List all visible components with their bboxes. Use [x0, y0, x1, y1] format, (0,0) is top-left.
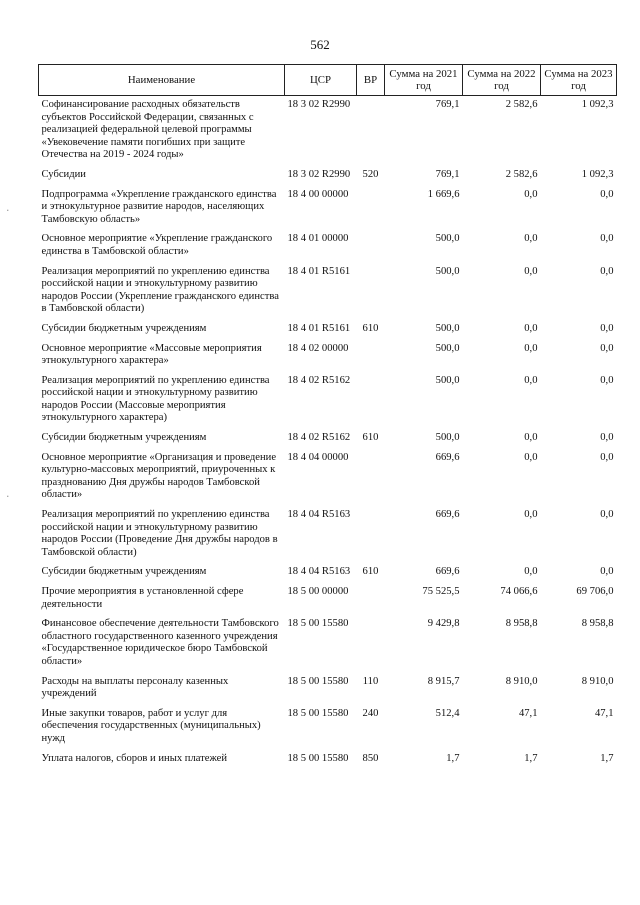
- cell-csr: 18 4 02 R5162: [287, 432, 351, 444]
- cell-sum-2021: 75 525,5: [422, 586, 460, 597]
- cell-name: Основное мероприятие «Организация и проведение культурно-массовых мероприятий, приуроченных к празднованию Дня дружбы народов Тамбовской области»: [41, 451, 277, 501]
- cell-sum-2021: 500,0: [435, 432, 460, 444]
- cell-sum-2022: 0,0: [524, 233, 538, 245]
- cell-sum-2022: 0,0: [524, 322, 538, 334]
- table-row: [39, 321, 617, 341]
- cell-vr: [357, 96, 385, 167]
- cell-csr: 18 3 02 R2990: [287, 168, 351, 180]
- cell-sum-2021: 500,0: [435, 342, 460, 354]
- cell-sum-2021: 669,6: [435, 451, 460, 463]
- cell-sum-2023: 0,0: [600, 265, 614, 277]
- cell-csr: 18 4 02 00000: [287, 342, 349, 354]
- header-sum-2021: Сумма на 2021 год: [385, 65, 463, 96]
- cell-vr: 850: [362, 752, 379, 764]
- cell-sum-2021: 769,1: [435, 99, 460, 110]
- cell-sum-2021: 500,0: [435, 265, 460, 277]
- cell-csr: 18 4 00 00000: [287, 188, 349, 200]
- cell-sum-2022: 0,0: [524, 451, 538, 463]
- cell-sum-2022: 1,7: [524, 752, 538, 764]
- cell-name: Софинансирование расходных обязательств субъектов Российской Федерации, связанных с реализацией федеральной целевой программы «Увековечение памяти погибших при защите Отечества на 2019 - 2024 годы»: [41, 99, 254, 161]
- cell-sum-2021: 500,0: [435, 233, 460, 245]
- cell-sum-2023: 0,0: [600, 451, 614, 463]
- table-row: [39, 373, 617, 430]
- cell-sum-2022: 74 066,6: [500, 586, 538, 597]
- cell-name: Основное мероприятие «Укрепление гражданского единства в Тамбовской области»: [41, 233, 273, 257]
- table-row: [39, 341, 617, 373]
- cell-vr: 610: [362, 432, 379, 444]
- cell-sum-2022: 8 910,0: [505, 675, 538, 687]
- cell-csr: 18 5 00 15580: [287, 752, 349, 764]
- cell-sum-2022: 0,0: [524, 265, 538, 277]
- cell-sum-2023: 1 092,3: [581, 99, 614, 110]
- cell-name: Реализация мероприятий по укреплению единства российской нации и этнокультурному развитию народов России (Укрепление гражданского единства в Тамбовской области): [41, 265, 279, 315]
- cell-csr: 18 5 00 00000: [287, 586, 349, 597]
- cell-sum-2023: 8 910,0: [581, 675, 614, 687]
- cell-sum-2023: 0,0: [600, 188, 614, 200]
- cell-vr: 610: [362, 566, 379, 578]
- cell-vr: [357, 616, 385, 673]
- cell-sum-2023: 0,0: [600, 233, 614, 245]
- table-row: [39, 187, 617, 232]
- cell-vr: [357, 341, 385, 373]
- cell-sum-2023: 0,0: [600, 566, 614, 578]
- cell-sum-2021: 8 915,7: [427, 675, 460, 687]
- cell-name: Уплата налогов, сборов и иных платежей: [41, 752, 228, 764]
- table-row: [39, 564, 617, 584]
- cell-sum-2023: 0,0: [600, 509, 614, 521]
- cell-sum-2021: 669,6: [435, 509, 460, 521]
- cell-sum-2021: 500,0: [435, 322, 460, 334]
- cell-sum-2021: 1 669,6: [427, 188, 460, 200]
- cell-sum-2021: 769,1: [435, 168, 460, 180]
- cell-vr: [357, 187, 385, 232]
- page-number: 562: [310, 37, 330, 52]
- cell-sum-2023: 0,0: [600, 432, 614, 444]
- cell-name: Субсидии бюджетным учреждениям: [41, 432, 207, 444]
- cell-sum-2022: 0,0: [524, 509, 538, 521]
- cell-sum-2023: 0,0: [600, 322, 614, 334]
- cell-name: Субсидии: [41, 168, 86, 180]
- cell-vr: [357, 584, 385, 616]
- cell-name: Финансовое обеспечение деятельности Тамбовского областного государственного казенного учреждения «Государственное юридическое бюро Тамбовской области»: [41, 618, 279, 667]
- cell-sum-2023: 0,0: [600, 374, 614, 386]
- cell-csr: 18 3 02 R2990: [287, 99, 351, 110]
- cell-csr: 18 4 04 00000: [287, 451, 349, 463]
- cell-csr: 18 4 01 R5161: [287, 322, 351, 334]
- table-row: [39, 507, 617, 564]
- cell-vr: [357, 450, 385, 507]
- cell-sum-2022: 47,1: [518, 707, 538, 719]
- cell-vr: 520: [362, 168, 379, 180]
- cell-sum-2021: 9 429,8: [427, 618, 460, 630]
- cell-name: Иные закупки товаров, работ и услуг для обеспечения государственных (муниципальных) нужд: [41, 707, 261, 744]
- cell-vr: [357, 373, 385, 430]
- cell-sum-2022: 0,0: [524, 374, 538, 386]
- cell-name: Реализация мероприятий по укреплению единства российской нации и этнокультурному развитию народов России (Массовые мероприятия этнокультурного характера): [41, 374, 270, 424]
- cell-vr: [357, 264, 385, 321]
- cell-sum-2022: 8 958,8: [505, 618, 538, 630]
- cell-vr: 110: [362, 675, 379, 687]
- cell-csr: 18 4 02 R5162: [287, 374, 351, 386]
- cell-csr: 18 4 04 R5163: [287, 566, 351, 578]
- cell-name: Расходы на выплаты персоналу казенных учреждений: [41, 675, 229, 700]
- table-row: [39, 264, 617, 321]
- cell-name: Субсидии бюджетным учреждениям: [41, 566, 207, 578]
- cell-vr: 610: [362, 322, 379, 334]
- cell-csr: 18 5 00 15580: [287, 707, 349, 719]
- cell-csr: 18 5 00 15580: [287, 675, 349, 687]
- cell-sum-2023: 8 958,8: [581, 618, 614, 630]
- table-row: [39, 430, 617, 450]
- margin-mark: ·: [6, 490, 10, 503]
- cell-csr: 18 4 01 R5161: [287, 265, 351, 277]
- table-row: [39, 616, 617, 673]
- cell-sum-2021: 500,0: [435, 374, 460, 386]
- table-row: [39, 231, 617, 263]
- header-sum-2022: Сумма на 2022 год: [463, 65, 541, 96]
- cell-sum-2022: 2 582,6: [505, 168, 538, 180]
- cell-sum-2021: 669,6: [435, 566, 460, 578]
- cell-name: Подпрограмма «Укрепление гражданского единства и этнокультурное развитие народов, населяющих Тамбовскую область»: [41, 188, 277, 225]
- cell-sum-2023: 1,7: [600, 752, 614, 764]
- table-row: [39, 584, 617, 616]
- margin-mark: ·: [6, 204, 10, 217]
- cell-name: Субсидии бюджетным учреждениям: [41, 322, 207, 334]
- header-sum-2023: Сумма на 2023 год: [541, 65, 617, 96]
- cell-vr: [357, 231, 385, 263]
- cell-sum-2023: 0,0: [600, 342, 614, 354]
- cell-sum-2022: 0,0: [524, 432, 538, 444]
- table-row: [39, 751, 617, 771]
- cell-name: Основное мероприятие «Массовые мероприятия этнокультурного характера»: [41, 342, 262, 367]
- cell-sum-2021: 1,7: [446, 752, 460, 764]
- cell-sum-2022: 0,0: [524, 188, 538, 200]
- cell-sum-2022: 0,0: [524, 342, 538, 354]
- table-row: [39, 706, 617, 751]
- header-name: Наименование: [39, 65, 285, 96]
- table-header-row: [39, 65, 617, 96]
- header-vr: ВР: [357, 65, 385, 96]
- cell-sum-2022: 0,0: [524, 566, 538, 578]
- cell-sum-2023: 69 706,0: [576, 586, 614, 597]
- cell-name: Реализация мероприятий по укреплению единства российской нации и этнокультурному развитию народов России (Проведение Дня дружбы народов в Тамбовской области): [41, 509, 278, 558]
- cell-csr: 18 4 01 00000: [287, 233, 349, 245]
- table-row: [39, 96, 617, 167]
- table-row: [39, 450, 617, 507]
- cell-sum-2021: 512,4: [435, 707, 460, 719]
- cell-vr: 240: [362, 707, 379, 719]
- table-row: [39, 167, 617, 187]
- cell-sum-2023: 1 092,3: [581, 168, 614, 180]
- cell-sum-2022: 2 582,6: [505, 99, 538, 110]
- cell-csr: 18 4 04 R5163: [287, 509, 351, 521]
- cell-csr: 18 5 00 15580: [287, 618, 349, 630]
- table-row: [39, 674, 617, 706]
- cell-sum-2023: 47,1: [594, 707, 614, 719]
- budget-table: [38, 64, 617, 770]
- header-csr: ЦСР: [285, 65, 357, 96]
- cell-vr: [357, 507, 385, 564]
- cell-name: Прочие мероприятия в установленной сфере деятельности: [41, 586, 244, 610]
